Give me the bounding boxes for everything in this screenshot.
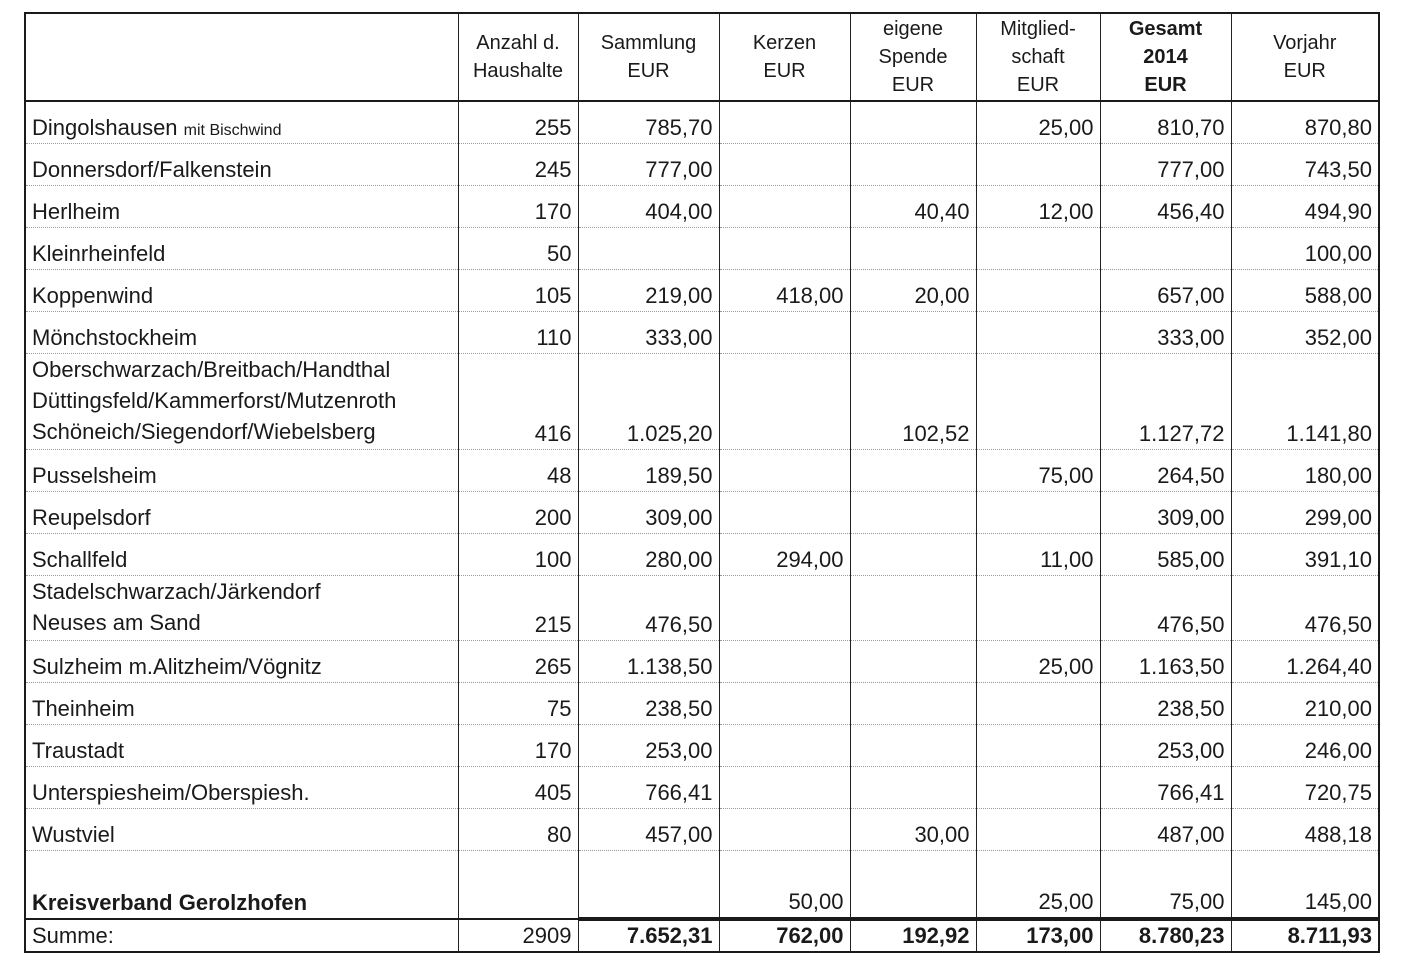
table-row (25, 534, 1379, 576)
cell-vorjahr: 720,75 (1231, 767, 1379, 809)
cell-mitglied (976, 312, 1100, 354)
cell-gesamt: 75,00 (1100, 881, 1231, 919)
cell-vorjahr: 870,80 (1231, 101, 1379, 144)
cell-spende (850, 881, 976, 919)
row-name: Theinheim (25, 683, 458, 725)
cell-kerzen (719, 228, 850, 270)
cell-spende (850, 534, 976, 576)
cell-vorjahr: 743,50 (1231, 144, 1379, 186)
cell-spende: 40,40 (850, 186, 976, 228)
cell-gesamt (1100, 228, 1231, 270)
cell-haushalte: 105 (458, 270, 578, 312)
summe-vorjahr: 8.711,93 (1231, 919, 1379, 952)
cell-mitglied: 11,00 (976, 534, 1100, 576)
cell-haushalte: 255 (458, 101, 578, 144)
cell-sammlung: 404,00 (578, 186, 719, 228)
cell-gesamt: 456,40 (1100, 186, 1231, 228)
cell-haushalte: 170 (458, 725, 578, 767)
cell-mitglied (976, 725, 1100, 767)
cell-gesamt: 585,00 (1100, 534, 1231, 576)
cell-vorjahr: 1.141,80 (1231, 354, 1379, 450)
cell-kerzen: 418,00 (719, 270, 850, 312)
cell-kerzen (719, 767, 850, 809)
cell-sammlung (578, 881, 719, 919)
header-eigene-spende: eigene Spende EUR (850, 13, 976, 101)
header-vorjahr: Vorjahr EUR (1231, 13, 1379, 101)
header-haushalte: Anzahl d. Haushalte (458, 13, 578, 101)
row-name: Oberschwarzach/Breitbach/Handthal Düttingsfeld/Kammerforst/Mutzenroth Schöneich/Siegendorf/Wiebelsberg (25, 354, 458, 450)
cell-mitglied (976, 809, 1100, 851)
cell-gesamt: 264,50 (1100, 450, 1231, 492)
header-kerzen: Kerzen EUR (719, 13, 850, 101)
cell-mitglied (976, 270, 1100, 312)
table-row (25, 492, 1379, 534)
spacer-row (25, 851, 1379, 882)
cell-kerzen (719, 312, 850, 354)
row-name: Reupelsdorf (25, 492, 458, 534)
cell-vorjahr: 476,50 (1231, 576, 1379, 641)
row-name: Wustviel (25, 809, 458, 851)
cell-spende (850, 683, 976, 725)
cell-mitglied (976, 228, 1100, 270)
summe-kerzen: 762,00 (719, 919, 850, 952)
cell-haushalte: 75 (458, 683, 578, 725)
donation-summary-table (24, 12, 1380, 953)
cell-haushalte: 100 (458, 534, 578, 576)
cell-gesamt: 777,00 (1100, 144, 1231, 186)
cell-sammlung: 476,50 (578, 576, 719, 641)
cell-kerzen: 294,00 (719, 534, 850, 576)
table-row (25, 312, 1379, 354)
cell-sammlung: 457,00 (578, 809, 719, 851)
row-name: Schallfeld (25, 534, 458, 576)
table-row (25, 186, 1379, 228)
cell-spende (850, 767, 976, 809)
cell-gesamt: 1.127,72 (1100, 354, 1231, 450)
cell-haushalte: 110 (458, 312, 578, 354)
cell-mitglied (976, 683, 1100, 725)
cell-vorjahr: 494,90 (1231, 186, 1379, 228)
summe-label: Summe: (25, 919, 458, 952)
cell-gesamt: 1.163,50 (1100, 641, 1231, 683)
cell-gesamt: 476,50 (1100, 576, 1231, 641)
cell-kerzen (719, 144, 850, 186)
header-row (25, 13, 1379, 101)
cell-kerzen (719, 576, 850, 641)
cell-haushalte: 416 (458, 354, 578, 450)
table-row (25, 683, 1379, 725)
cell-haushalte: 170 (458, 186, 578, 228)
cell-vorjahr: 352,00 (1231, 312, 1379, 354)
cell-gesamt: 766,41 (1100, 767, 1231, 809)
row-name: Kleinrheinfeld (25, 228, 458, 270)
cell-spende: 20,00 (850, 270, 976, 312)
cell-vorjahr: 488,18 (1231, 809, 1379, 851)
cell-spende (850, 228, 976, 270)
row-name: Sulzheim m.Alitzheim/Vögnitz (25, 641, 458, 683)
table-row (25, 144, 1379, 186)
cell-sammlung: 1.025,20 (578, 354, 719, 450)
cell-vorjahr: 100,00 (1231, 228, 1379, 270)
cell-sammlung: 766,41 (578, 767, 719, 809)
cell-spende (850, 101, 976, 144)
cell-haushalte (458, 881, 578, 919)
cell-kerzen (719, 354, 850, 450)
cell-haushalte: 215 (458, 576, 578, 641)
cell-kerzen: 50,00 (719, 881, 850, 919)
cell-haushalte: 50 (458, 228, 578, 270)
cell-mitglied: 25,00 (976, 641, 1100, 683)
row-name: Unterspiesheim/Oberspiesh. (25, 767, 458, 809)
cell-gesamt: 487,00 (1100, 809, 1231, 851)
cell-sammlung: 777,00 (578, 144, 719, 186)
cell-mitglied (976, 144, 1100, 186)
cell-kerzen (719, 450, 850, 492)
cell-haushalte: 200 (458, 492, 578, 534)
cell-haushalte: 405 (458, 767, 578, 809)
cell-spende (850, 725, 976, 767)
cell-vorjahr: 210,00 (1231, 683, 1379, 725)
cell-gesamt: 810,70 (1100, 101, 1231, 144)
cell-gesamt: 238,50 (1100, 683, 1231, 725)
summe-gesamt: 8.780,23 (1100, 919, 1231, 952)
cell-vorjahr: 1.264,40 (1231, 641, 1379, 683)
table-row (25, 725, 1379, 767)
header-sammlung: Sammlung EUR (578, 13, 719, 101)
cell-spende (850, 576, 976, 641)
cell-mitglied: 75,00 (976, 450, 1100, 492)
cell-haushalte: 48 (458, 450, 578, 492)
cell-kerzen (719, 186, 850, 228)
cell-kerzen (719, 641, 850, 683)
summe-haushalte: 2909 (458, 919, 578, 952)
cell-vorjahr: 145,00 (1231, 881, 1379, 919)
cell-haushalte: 245 (458, 144, 578, 186)
row-name: Traustadt (25, 725, 458, 767)
kreisverband-row (25, 881, 1379, 919)
table-row (25, 641, 1379, 683)
cell-kerzen (719, 809, 850, 851)
row-name: Dingolshausen mit Bischwind (25, 101, 458, 144)
cell-sammlung (578, 228, 719, 270)
table-row (25, 809, 1379, 851)
cell-sammlung: 1.138,50 (578, 641, 719, 683)
cell-vorjahr: 391,10 (1231, 534, 1379, 576)
summe-row (25, 919, 1379, 952)
cell-vorjahr: 180,00 (1231, 450, 1379, 492)
cell-mitglied (976, 354, 1100, 450)
cell-sammlung: 189,50 (578, 450, 719, 492)
cell-sammlung: 238,50 (578, 683, 719, 725)
cell-kerzen (719, 101, 850, 144)
table-row (25, 228, 1379, 270)
cell-gesamt: 309,00 (1100, 492, 1231, 534)
cell-mitglied: 12,00 (976, 186, 1100, 228)
cell-gesamt: 333,00 (1100, 312, 1231, 354)
row-name: Mönchstockheim (25, 312, 458, 354)
cell-mitglied (976, 492, 1100, 534)
cell-spende: 30,00 (850, 809, 976, 851)
header-gesamt-2014: Gesamt 2014 EUR (1100, 13, 1231, 101)
cell-gesamt: 253,00 (1100, 725, 1231, 767)
cell-mitglied (976, 767, 1100, 809)
row-name: Koppenwind (25, 270, 458, 312)
cell-sammlung: 309,00 (578, 492, 719, 534)
summe-sammlung: 7.652,31 (578, 919, 719, 952)
cell-kerzen (719, 683, 850, 725)
table-row (25, 354, 1379, 450)
cell-sammlung: 219,00 (578, 270, 719, 312)
cell-sammlung: 333,00 (578, 312, 719, 354)
cell-spende (850, 450, 976, 492)
cell-sammlung: 785,70 (578, 101, 719, 144)
row-name: Kreisverband Gerolzhofen (25, 881, 458, 919)
row-name: Herlheim (25, 186, 458, 228)
cell-kerzen (719, 492, 850, 534)
header-name-blank (25, 13, 458, 101)
cell-gesamt: 657,00 (1100, 270, 1231, 312)
cell-vorjahr: 588,00 (1231, 270, 1379, 312)
table-row (25, 450, 1379, 492)
header-mitgliedschaft: Mitglied- schaft EUR (976, 13, 1100, 101)
cell-spende (850, 312, 976, 354)
table-row (25, 101, 1379, 144)
row-name: Donnersdorf/Falkenstein (25, 144, 458, 186)
summe-mitglied: 173,00 (976, 919, 1100, 952)
cell-haushalte: 80 (458, 809, 578, 851)
cell-spende: 102,52 (850, 354, 976, 450)
table-row (25, 767, 1379, 809)
summe-spende: 192,92 (850, 919, 976, 952)
cell-spende (850, 144, 976, 186)
table-row (25, 270, 1379, 312)
cell-spende (850, 641, 976, 683)
row-name: Pusselsheim (25, 450, 458, 492)
cell-sammlung: 253,00 (578, 725, 719, 767)
cell-mitglied: 25,00 (976, 101, 1100, 144)
cell-mitglied: 25,00 (976, 881, 1100, 919)
cell-mitglied (976, 576, 1100, 641)
cell-kerzen (719, 725, 850, 767)
cell-vorjahr: 246,00 (1231, 725, 1379, 767)
cell-sammlung: 280,00 (578, 534, 719, 576)
cell-spende (850, 492, 976, 534)
cell-vorjahr: 299,00 (1231, 492, 1379, 534)
row-name: Stadelschwarzach/Järkendorf Neuses am Sand (25, 576, 458, 641)
table-row (25, 576, 1379, 641)
cell-haushalte: 265 (458, 641, 578, 683)
